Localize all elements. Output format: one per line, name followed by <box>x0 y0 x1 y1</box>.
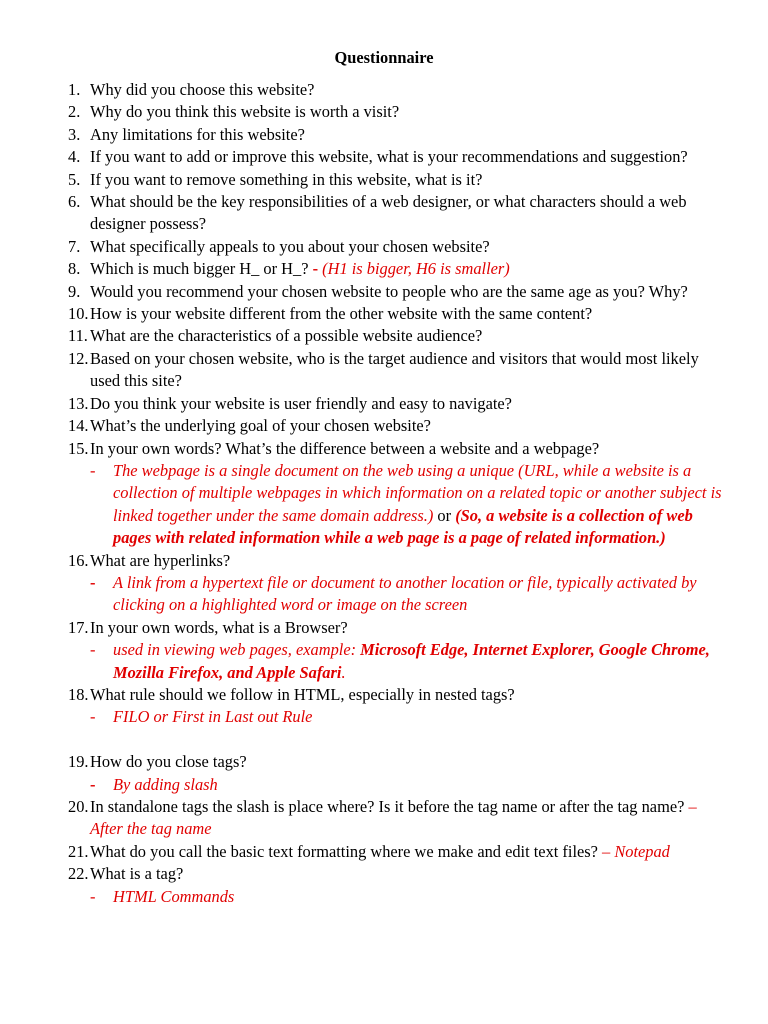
question-7 <box>68 236 728 258</box>
question-13 <box>68 393 728 415</box>
answer-connector: or <box>433 505 456 525</box>
question-number: 11. <box>68 326 88 346</box>
question-number: 1. <box>68 80 81 99</box>
answer-16 <box>68 572 728 617</box>
answer-text-end: . <box>341 662 346 682</box>
answer-text: FILO or First in Last out Rule <box>113 707 313 727</box>
question-22 <box>68 863 728 885</box>
question-number: 10. <box>68 304 89 324</box>
question-text: What do you call the basic text formatting where we make and edit text files? <box>90 841 603 861</box>
question-text: Which is much bigger H_ or H_? <box>90 259 313 279</box>
question-text: In standalone tags the slash is place where? Is it before the tag name or after the tag name? <box>90 796 689 816</box>
question-21 <box>68 841 728 863</box>
question-19 <box>68 751 728 773</box>
question-number: 18. <box>68 684 89 704</box>
question-3 <box>68 124 728 146</box>
question-17 <box>68 617 728 639</box>
question-text: Why do you think this website is worth a visit? <box>90 102 400 122</box>
question-text: In your own words, what is a Browser? <box>90 617 348 637</box>
question-number: 14. <box>68 416 89 436</box>
answer-15 <box>68 460 728 550</box>
question-text: Do you think your website is user friendly and easy to navigate? <box>90 393 512 413</box>
question-8 <box>68 258 728 280</box>
answer-text: A link from a hypertext file or document to another location or file, typically activated by clicking on a highlighted word or image on the screen <box>113 572 697 615</box>
question-11 <box>68 325 728 347</box>
question-text: Would you recommend your chosen website to people who are the same age as you? Why? <box>90 281 688 301</box>
question-text: What’s the underlying goal of your chosen website? <box>90 416 431 436</box>
question-number: 4. <box>68 147 81 167</box>
question-text: What rule should we follow in HTML, especially in nested tags? <box>90 684 515 704</box>
question-5 <box>68 169 728 191</box>
question-number: 9. <box>68 281 81 301</box>
question-number: 12. <box>68 348 89 368</box>
question-1 <box>68 79 728 101</box>
question-number: 8. <box>68 259 81 279</box>
question-number: 13. <box>68 393 89 413</box>
question-text: What should be the key responsibilities of a web designer, or what characters should a web designer possess? <box>90 192 687 234</box>
question-number: 3. <box>68 124 81 144</box>
question-number: 17. <box>68 617 89 637</box>
answer-text: (H1 is bigger, H6 is smaller) <box>322 259 510 279</box>
answer-text: The webpage is a single document on the web using a unique (URL, while a website is a collection of multiple webpages in which information on a related topic or another subject is linked together under the same domain address.) <box>113 460 722 525</box>
blank-line <box>68 729 728 751</box>
question-6 <box>68 191 728 236</box>
question-number: 15. <box>68 438 89 458</box>
answer-dash: - <box>90 707 96 727</box>
question-number: 5. <box>68 169 81 189</box>
answer-18 <box>68 706 728 728</box>
question-10 <box>68 303 728 325</box>
question-text: Any limitations for this website? <box>90 124 305 144</box>
question-text: Based on your chosen website, who is the target audience and visitors that would most likely used this site? <box>90 348 699 391</box>
answer-dash: - <box>90 886 96 906</box>
question-number: 20. <box>68 796 89 816</box>
question-number: 19. <box>68 752 89 772</box>
question-text: Why did you choose this website? <box>90 80 315 99</box>
answer-text-bold: (So, a website is a collection of web pages with related information while a web page is a page of related information.) <box>113 505 693 548</box>
question-4 <box>68 146 728 168</box>
question-text: How do you close tags? <box>90 752 247 772</box>
question-2 <box>68 101 728 123</box>
answer-17 <box>68 639 728 684</box>
answer-dash: - <box>90 460 96 480</box>
question-text: What are hyperlinks? <box>90 550 231 570</box>
question-15 <box>68 438 728 460</box>
question-text: What is a tag? <box>90 864 184 884</box>
answer-text: – Notepad <box>602 841 670 861</box>
question-number: 16. <box>68 550 89 570</box>
question-number: 21. <box>68 841 89 861</box>
answer-text: – After the tag name <box>90 796 697 839</box>
question-9 <box>68 281 728 303</box>
answer-dash: - <box>90 774 96 794</box>
answer-text: HTML Commands <box>113 886 235 906</box>
question-number: 6. <box>68 192 81 212</box>
question-18 <box>68 684 728 706</box>
question-20 <box>68 796 728 841</box>
question-text: What are the characteristics of a possible website audience? <box>90 326 483 346</box>
question-14 <box>68 415 728 437</box>
question-text: If you want to remove something in this website, what is it? <box>90 169 483 189</box>
answer-text: used in viewing web pages, example: <box>113 640 361 660</box>
question-12 <box>68 348 728 393</box>
question-text: In your own words? What’s the difference between a website and a webpage? <box>90 438 600 458</box>
answer-22 <box>68 886 728 908</box>
answer-dash: - <box>90 572 96 592</box>
question-list <box>68 79 728 908</box>
answer-dash: - <box>90 640 96 660</box>
question-text: If you want to add or improve this website, what is your recommendations and suggestion? <box>90 147 688 167</box>
question-number: 2. <box>68 102 81 122</box>
question-number: 22. <box>68 864 89 884</box>
question-number: 7. <box>68 236 81 256</box>
answer-text-bold: Microsoft Edge, Internet Explorer, Google Chrome, Mozilla Firefox, and Apple Safari <box>113 640 710 682</box>
answer-text: By adding slash <box>113 774 218 794</box>
question-text: What specifically appeals to you about your chosen website? <box>90 236 490 256</box>
answer-19 <box>68 774 728 796</box>
question-16 <box>68 550 728 572</box>
page-title: Questionnaire <box>334 48 434 67</box>
answer-dash: - <box>312 259 323 279</box>
question-text: How is your website different from the other website with the same content? <box>90 304 593 324</box>
